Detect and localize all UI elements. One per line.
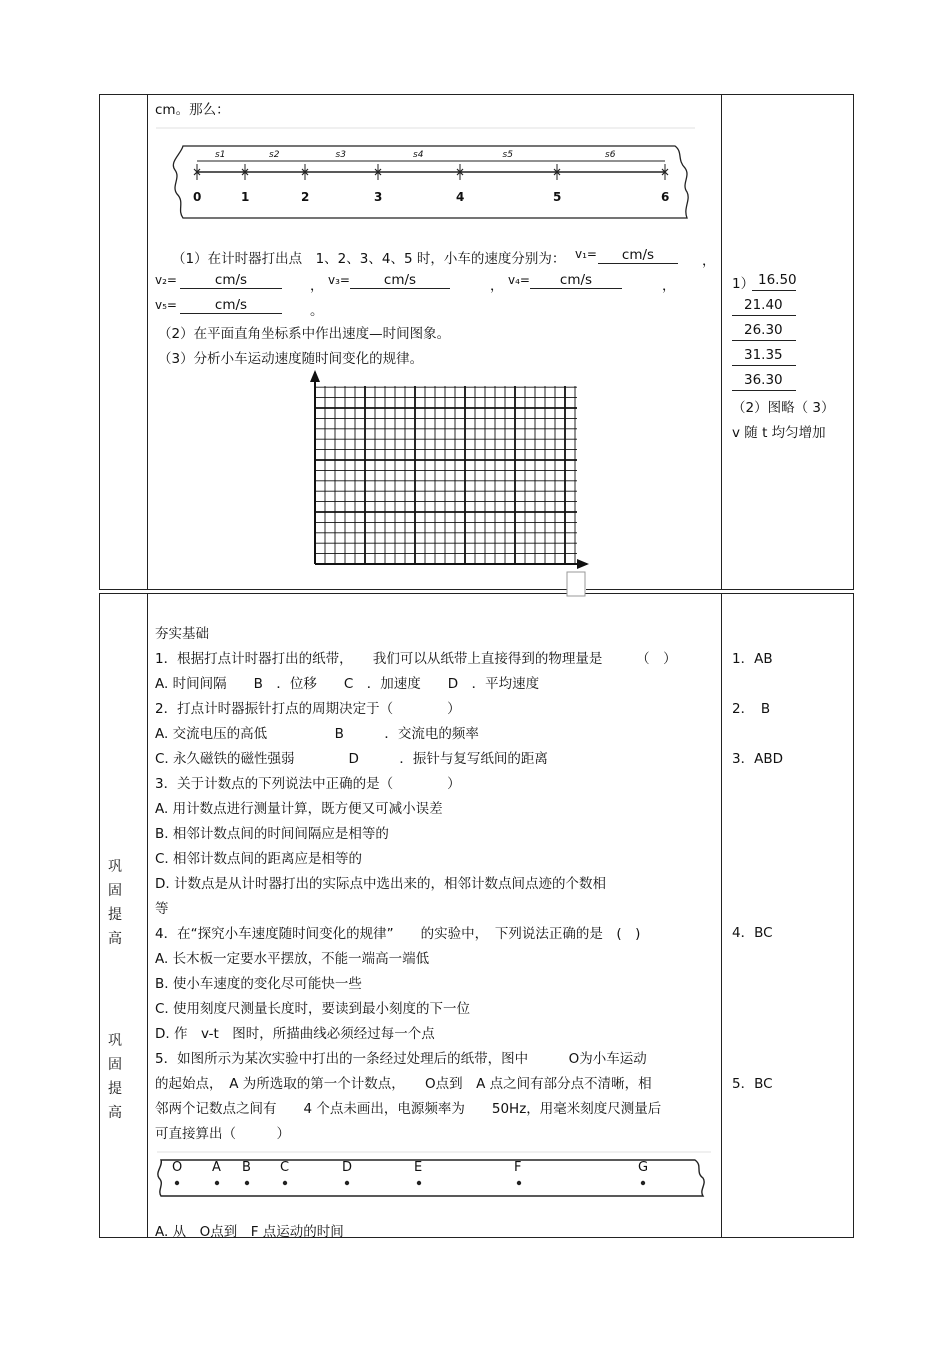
tape-segment-label: s1	[215, 150, 226, 160]
tape2-point-label: B	[242, 1160, 251, 1175]
intro-text: cm。那么：	[155, 102, 230, 118]
tape2-dot	[345, 1181, 349, 1185]
question-line: A. 时间间隔 B ．位移 C ．加速度 D ．平均速度	[155, 676, 540, 692]
side-label-1: 巩 固 提 高	[108, 859, 122, 947]
comma: ，	[662, 278, 676, 294]
period: 。	[310, 303, 324, 319]
question-line: 3．关于计数点的下列说法中正确的是（ ）	[155, 776, 461, 792]
answer-prefix: 1）	[732, 276, 755, 292]
tape2-point-label: O	[172, 1160, 183, 1175]
v1-blank	[598, 247, 678, 264]
comma: ，	[490, 278, 504, 294]
tape2-dot	[641, 1181, 645, 1185]
question-1-text: （1）在计时器打出点 1、2、3、4、5 时，小车的速度分别为：	[172, 251, 566, 267]
v5-blank	[180, 297, 282, 314]
side-label-2: 巩 固 提 高	[108, 1033, 122, 1121]
paper-tape-figure	[155, 126, 695, 236]
v5-unit: cm/s	[180, 297, 282, 314]
question-line: C. 永久磁铁的磁性强弱 D ．振针与复写纸间的距离	[155, 751, 548, 767]
question-3-text: （3）分析小车运动速度随时间变化的规律。	[158, 351, 424, 367]
answer-item: 5．BC	[732, 1076, 773, 1092]
question-2-text: （2）在平面直角坐标系中作出速度—时间图象。	[158, 326, 451, 342]
question-line: D. 计数点是从计时器打出的实际点中选出来的，相邻计数点间点迹的个数相	[155, 876, 606, 892]
tape-point-label: 0	[193, 190, 202, 204]
answer-item: 2． B	[732, 701, 771, 717]
question-line: 5．如图所示为某次实验中打出的一条经过处理后的纸带，图中 O为小车运动	[155, 1051, 647, 1067]
answer-item: 1．AB	[732, 651, 773, 667]
question-line: A. 用计数点进行测量计算，既方便又可减小误差	[155, 801, 443, 817]
question-line: 1．根据打点计时器打出的纸带， 我们可以从纸带上直接得到的物理量是 （ ）	[155, 651, 677, 667]
tape-point-label: 4	[456, 190, 465, 204]
v4-blank	[530, 272, 622, 289]
tape2-point-label: F	[514, 1160, 522, 1175]
question-line: A. 交流电压的高低 B ．交流电的频率	[155, 726, 479, 742]
answer-item: 3．ABD	[732, 751, 783, 767]
question-line: B. 使小车速度的变化尽可能快一些	[155, 976, 362, 992]
tape-point-label: 1	[241, 190, 250, 204]
tape2-dot	[417, 1181, 421, 1185]
tape2-point-label: A	[212, 1160, 221, 1175]
tape-segment-label: s4	[413, 150, 424, 160]
v3-unit: cm/s	[350, 272, 450, 289]
tape2-dot	[215, 1181, 219, 1185]
question-line: 可直接算出（ ）	[155, 1126, 290, 1142]
v5-label: v₅=	[155, 298, 177, 312]
answer-value: 36.30	[744, 372, 783, 388]
v3-blank	[350, 272, 450, 289]
v4-unit: cm/s	[530, 272, 622, 289]
answer-value: 16.50	[758, 272, 797, 288]
tape-segment-label: s6	[605, 150, 616, 160]
comma: ，	[702, 253, 716, 269]
tape2-dot	[245, 1181, 249, 1185]
last-line: A. 从 O点到 F 点运动的时间	[155, 1224, 344, 1240]
tape2-dot	[517, 1181, 521, 1185]
answer-note-2: v 随 t 均匀增加	[732, 425, 826, 441]
answer-item: 4．BC	[732, 925, 773, 941]
v2-unit: cm/s	[180, 272, 282, 289]
tape-segment-label: s5	[502, 150, 513, 160]
question-line: 4．在“探究小车速度随时间变化的规律” 的实验中， 下列说法正确的是 ( )	[155, 926, 641, 942]
question-line: 的起始点， A 为所选取的第一个计数点， O点到 A 点之间有部分点不清晰，相	[155, 1076, 652, 1092]
v2-blank	[180, 272, 282, 289]
answer-value: 26.30	[744, 322, 783, 338]
question-line: C. 相邻计数点间的距离应是相等的	[155, 851, 363, 867]
tape2-point-label: E	[414, 1160, 423, 1175]
question-line: C. 使用刻度尺测量长度时，要读到最小刻度的下一位	[155, 1001, 471, 1017]
v4-label: v₄=	[508, 273, 530, 287]
question-line: A. 长木板一定要水平摆放，不能一端高一端低	[155, 951, 430, 967]
paper-tape-figure-2	[155, 1150, 715, 1202]
tape2-dot	[283, 1181, 287, 1185]
question-line: D. 作 v-t 图时，所描曲线必须经过每一个点	[155, 1026, 435, 1042]
tape-segment-label: s3	[335, 150, 346, 160]
tape2-point-label: G	[638, 1160, 649, 1175]
tape-point-label: 2	[301, 190, 310, 204]
tape2-point-label: C	[280, 1160, 290, 1175]
v2-label: v₂=	[155, 273, 177, 287]
tape-point-label: 5	[553, 190, 562, 204]
question-line: B. 相邻计数点间的时间间隔应是相等的	[155, 826, 389, 842]
v1-label: v₁=	[575, 247, 597, 261]
tape-point-label: 6	[661, 190, 670, 204]
v1-unit: cm/s	[598, 247, 678, 264]
velocity-time-grid	[305, 368, 595, 598]
v3-label: v₃=	[328, 273, 350, 287]
tape2-point-label: D	[342, 1160, 353, 1175]
answer-note-1: （2）图略（ 3）	[732, 400, 835, 416]
question-line: 2．打点计时器振针打点的周期决定于（ ）	[155, 701, 461, 717]
answer-value: 31.35	[744, 347, 783, 363]
tape-point-label: 3	[374, 190, 383, 204]
section-heading: 夯实基础	[155, 626, 209, 642]
question-line: 邻两个记数点之间有 4 个点未画出，电源频率为 50Hz，用毫米刻度尺测量后	[155, 1101, 662, 1117]
tape-segment-label: s2	[269, 150, 280, 160]
answer-value: 21.40	[744, 297, 783, 313]
question-line: 等	[155, 901, 169, 917]
comma: ，	[310, 278, 324, 294]
tape2-dot	[175, 1181, 179, 1185]
